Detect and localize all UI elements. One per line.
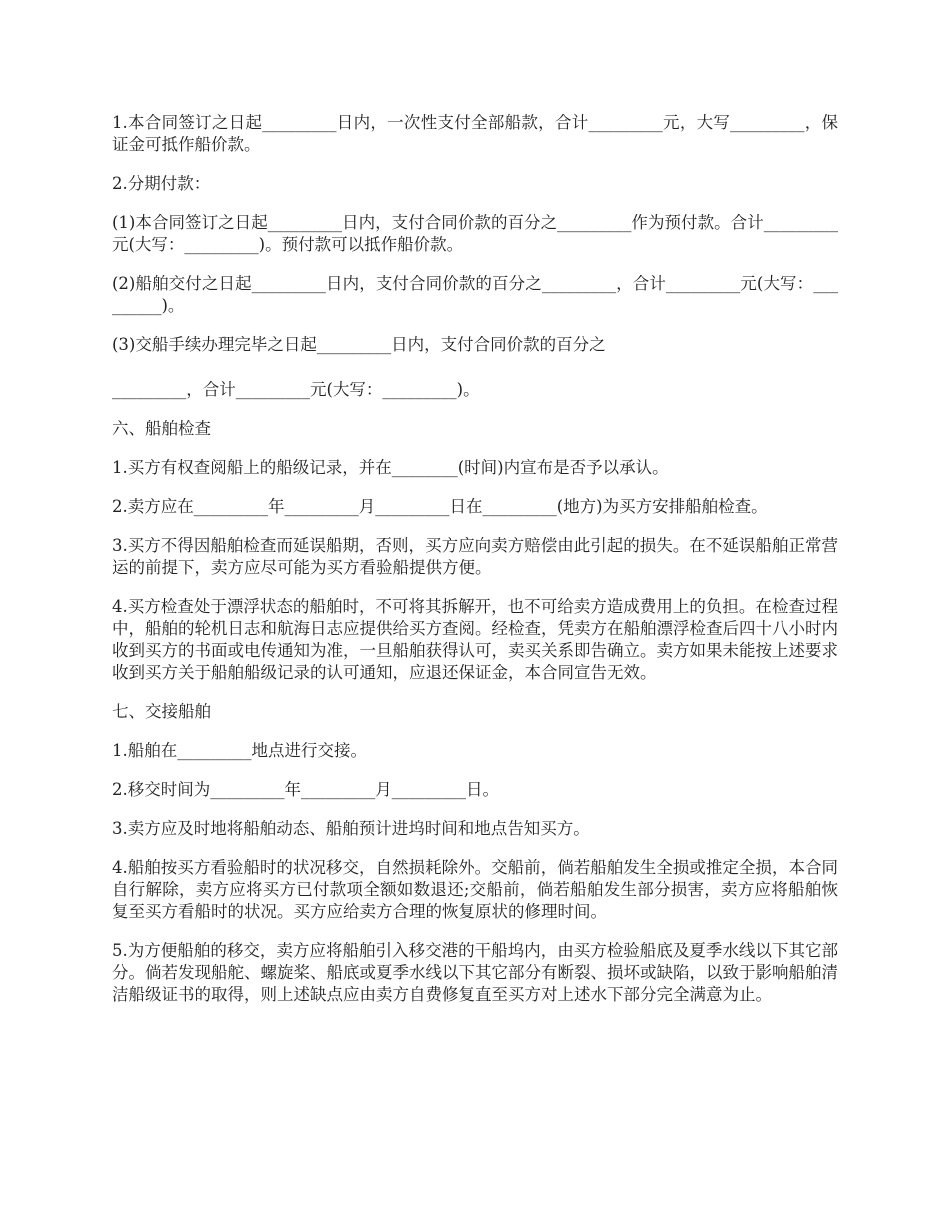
- clause-inspection-1: 1.买方有权查阅船上的船级记录，并在________(时间)内宣布是否予以承认。: [112, 458, 669, 477]
- section-heading-ship-delivery: 七、交接船舶: [112, 702, 211, 721]
- clause-delivery-1: 1.船舶在_________地点进行交接。: [112, 741, 367, 760]
- clause-installment-3-continued: _________，合计_________元(大写：_________)。: [112, 380, 480, 399]
- clause-delivery-3: 3.卖方应及时地将船舶动态、船舶预计进坞时间和地点告知买方。: [112, 819, 590, 838]
- section-heading-ship-inspection: 六、船舶检查: [112, 419, 211, 438]
- clause-installment-payment: 2.分期付款：: [112, 174, 211, 193]
- clause-installment-1: (1)本合同签订之日起_________日内，支付合同价款的百分之_________作为预付款。合计_________元(大写：_________)。预付款可以抵作船价款。: [112, 213, 838, 254]
- clause-delivery-2: 2.移交时间为_________年_________月_________日。: [112, 780, 499, 799]
- document-body: [112, 112, 838, 1023]
- clause-inspection-3: 3.买方不得因船舶检查而延误船期，否则，买方应向卖方赔偿由此引起的损失。在不延误船舶正常营运的前提下，卖方应尽可能为买方看验船提供方便。: [112, 536, 838, 577]
- clause-installment-2: (2)船舶交付之日起_________日内，支付合同价款的百分之_________，合计_________元(大写：_________)。: [112, 274, 838, 315]
- clause-lump-sum-payment: 1.本合同签订之日起_________日内，一次性支付全部船款，合计_________元，大写_________，保证金可抵作船价款。: [112, 113, 838, 154]
- clause-delivery-5: 5.为方便船舶的移交，卖方应将船舶引入移交港的干船坞内，由买方检验船底及夏季水线以下其它部分。倘若发现船舵、螺旋桨、船底或夏季水线以下其它部分有断裂、损坏或缺陷，以致于影响船舶清洁船级证书的取得，则上述缺点应由卖方自费修复直至买方对上述水下部分完全满意为止。: [112, 941, 838, 1004]
- clause-delivery-4: 4.船舶按买方看验船时的状况移交，自然损耗除外。交船前，倘若船舶发生全损或推定全损，本合同自行解除，卖方应将买方已付款项全额如数退还;交船前，倘若船舶发生部分损害，卖方应将船舶恢复至买方看船时的状况。买方应给卖方合理的恢复原状的修理时间。: [112, 858, 838, 921]
- clause-inspection-4: 4.买方检查处于漂浮状态的船舶时，不可将其拆解开，也不可给卖方造成费用上的负担。在检查过程中，船舶的轮机日志和航海日志应提供给买方查阅。经检查，凭卖方在船舶漂浮检查后四十八小时内收到买方的书面或电传通知为准，一旦船舶获得认可，卖买关系即告确立。卖方如果未能按上述要求收到买方关于船舶船级记录的认可通知，应退还保证金，本合同宣告无效。: [112, 597, 838, 682]
- clause-installment-3: (3)交船手续办理完毕之日起_________日内，支付合同价款的百分之: [112, 335, 606, 354]
- clause-inspection-2: 2.卖方应在_________年_________月_________日在_________(地方)为买方安排船舶检查。: [112, 497, 768, 516]
